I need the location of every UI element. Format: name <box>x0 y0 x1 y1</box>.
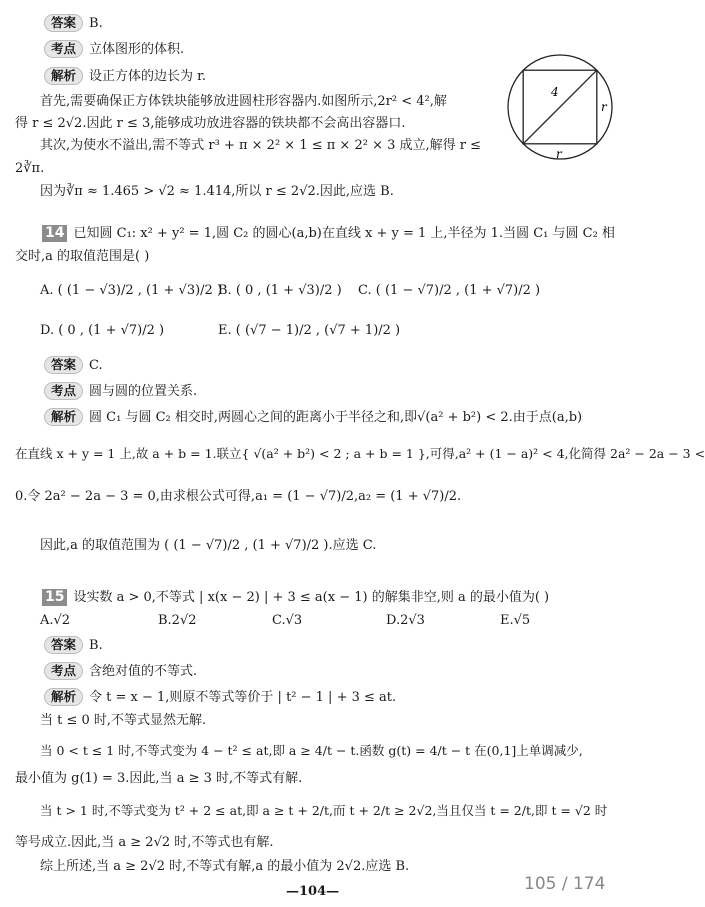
q14-stem-row <box>42 225 615 243</box>
q14-analysis-line: 圆 C₁ 与圆 C₂ 相交时,两圆心之间的距离小于半径之和,即√(a² + b²) < 2.由于点(a,b) <box>89 410 583 425</box>
analysis-tag: 解析 <box>44 408 83 426</box>
q14-topic-row <box>44 382 197 401</box>
q13-answer: B. <box>89 16 103 31</box>
figure-label-bottom: r <box>556 147 562 161</box>
answer-tag: 答案 <box>44 14 83 32</box>
q13-analysis-line: 得 r ≤ 2√2.因此 r ≤ 3,能够成功放进容器的铁块都不会高出容器口. <box>15 116 406 131</box>
q15-analysis-line: 最小值为 g(1) = 3.因此,当 a ≥ 3 时,不等式有解. <box>15 771 303 786</box>
q13-analysis-line: 设正方体的边长为 r. <box>89 69 207 84</box>
q15-topic: 含绝对值的不等式. <box>89 664 198 679</box>
q14-answer-row <box>44 356 103 375</box>
q15-analysis-line: 当 t ≤ 0 时,不等式显然无解. <box>40 713 207 728</box>
q15-analysis-line: 令 t = x − 1,则原不等式等价于 | t² − 1 | + 3 ≤ at. <box>89 690 397 705</box>
q15-stem: 设实数 a > 0,不等式 | x(x − 2) | + 3 ≤ a(x − 1) 的解集非空,则 a 的最小值为( ) <box>73 590 550 605</box>
page-number: —104— <box>286 884 340 899</box>
q13-analysis-line: 首先,需要确保正方体铁块能够放进圆柱形容器内.如图所示,2r² < 4²,解 <box>40 94 447 109</box>
q13-topic: 立体图形的体积. <box>89 42 185 57</box>
q13-topic-row <box>44 40 184 59</box>
q14-answer: C. <box>89 358 103 373</box>
q15-stem-row <box>42 589 549 607</box>
q14-topic: 圆与圆的位置关系. <box>89 384 198 399</box>
q13-answer-row <box>44 14 103 33</box>
figure-label-right: r <box>601 100 607 114</box>
q14-analysis-line: 0.令 2a² − 2a − 3 = 0,由求根公式可得,a₁ = (1 − √7)/2,a₂ = (1 + √7)/2. <box>15 489 462 504</box>
q14-option-c: C. ( (1 − √7)/2 , (1 + √7)/2 ) <box>358 283 541 298</box>
q15-analysis-line: 等号成立.因此,当 a ≥ 2√2 时,不等式也有解. <box>15 835 274 850</box>
q15-option-c: C.√3 <box>272 613 303 628</box>
circle-square-figure <box>505 52 615 162</box>
q13-analysis-line: 因为∛π ≈ 1.465 > √2 ≈ 1.414,所以 r ≤ 2√2.因此,应选 B. <box>40 184 394 199</box>
q14-analysis-row <box>44 408 582 427</box>
analysis-tag: 解析 <box>44 688 83 706</box>
q14-stem-line: 已知圆 C₁: x² + y² = 1,圆 C₂ 的圆心(a,b)在直线 x + y = 1 上,半径为 1.当圆 C₁ 与圆 C₂ 相 <box>73 226 615 241</box>
q13-analysis-line: 2∛π. <box>15 161 45 176</box>
answer-tag: 答案 <box>44 636 83 654</box>
q13-analysis-row <box>44 67 206 86</box>
q15-topic-row <box>44 662 197 681</box>
question-number: 14 <box>42 225 67 242</box>
answer-tag: 答案 <box>44 356 83 374</box>
topic-tag: 考点 <box>44 662 83 680</box>
q15-option-d: D.2√3 <box>386 613 425 628</box>
q15-analysis-line: 综上所述,当 a ≥ 2√2 时,不等式有解,a 的最小值为 2√2.应选 B. <box>40 859 410 874</box>
q15-analysis-line: 当 t > 1 时,不等式变为 t² + 2 ≤ at,即 a ≥ t + 2/t,而 t + 2/t ≥ 2√2,当且仅当 t = 2/t,即 t = √2 时 <box>40 803 608 818</box>
q14-analysis-line: 因此,a 的取值范围为 ( (1 − √7)/2 , (1 + √7)/2 ).应选 C. <box>40 538 377 553</box>
q14-stem-line: 交时,a 的取值范围是( ) <box>15 249 150 264</box>
q13-analysis-line: 其次,为使水不溢出,需不等式 r³ + π × 2² × 1 ≤ π × 2² × 3 成立,解得 r ≤ <box>40 138 481 153</box>
q15-analysis-line: 当 0 < t ≤ 1 时,不等式变为 4 − t² ≤ at,即 a ≥ 4/t − t.函数 g(t) = 4/t − t 在(0,1]上单调减少, <box>40 743 583 758</box>
q15-option-b: B.2√2 <box>158 613 197 628</box>
q14-analysis-line: 在直线 x + y = 1 上,故 a + b = 1.联立{ √(a² + b²) < 2 ; a + b = 1 },可得,a² + (1 − a)² < 4,化简得 2a² − 2a − 3 < <box>15 446 705 461</box>
topic-tag: 考点 <box>44 382 83 400</box>
q15-option-a: A.√2 <box>40 613 71 628</box>
figure-label-diag: 4 <box>551 85 559 99</box>
q15-option-e: E.√5 <box>500 613 531 628</box>
q15-answer: B. <box>89 638 103 653</box>
question-number: 15 <box>42 589 67 606</box>
analysis-tag: 解析 <box>44 67 83 85</box>
viewer-page-indicator: 105 / 174 <box>524 874 606 894</box>
topic-tag: 考点 <box>44 40 83 58</box>
q14-option-b: B. ( 0 , (1 + √3)/2 ) <box>218 283 342 298</box>
q14-option-e: E. ( (√7 − 1)/2 , (√7 + 1)/2 ) <box>218 323 401 338</box>
q15-answer-row <box>44 636 103 655</box>
figure-diagonal <box>523 70 597 144</box>
q14-option-d: D. ( 0 , (1 + √7)/2 ) <box>40 323 165 338</box>
q15-analysis-row <box>44 688 396 707</box>
q14-option-a: A. ( (1 − √3)/2 , (1 + √3)/2 ) <box>40 283 223 298</box>
